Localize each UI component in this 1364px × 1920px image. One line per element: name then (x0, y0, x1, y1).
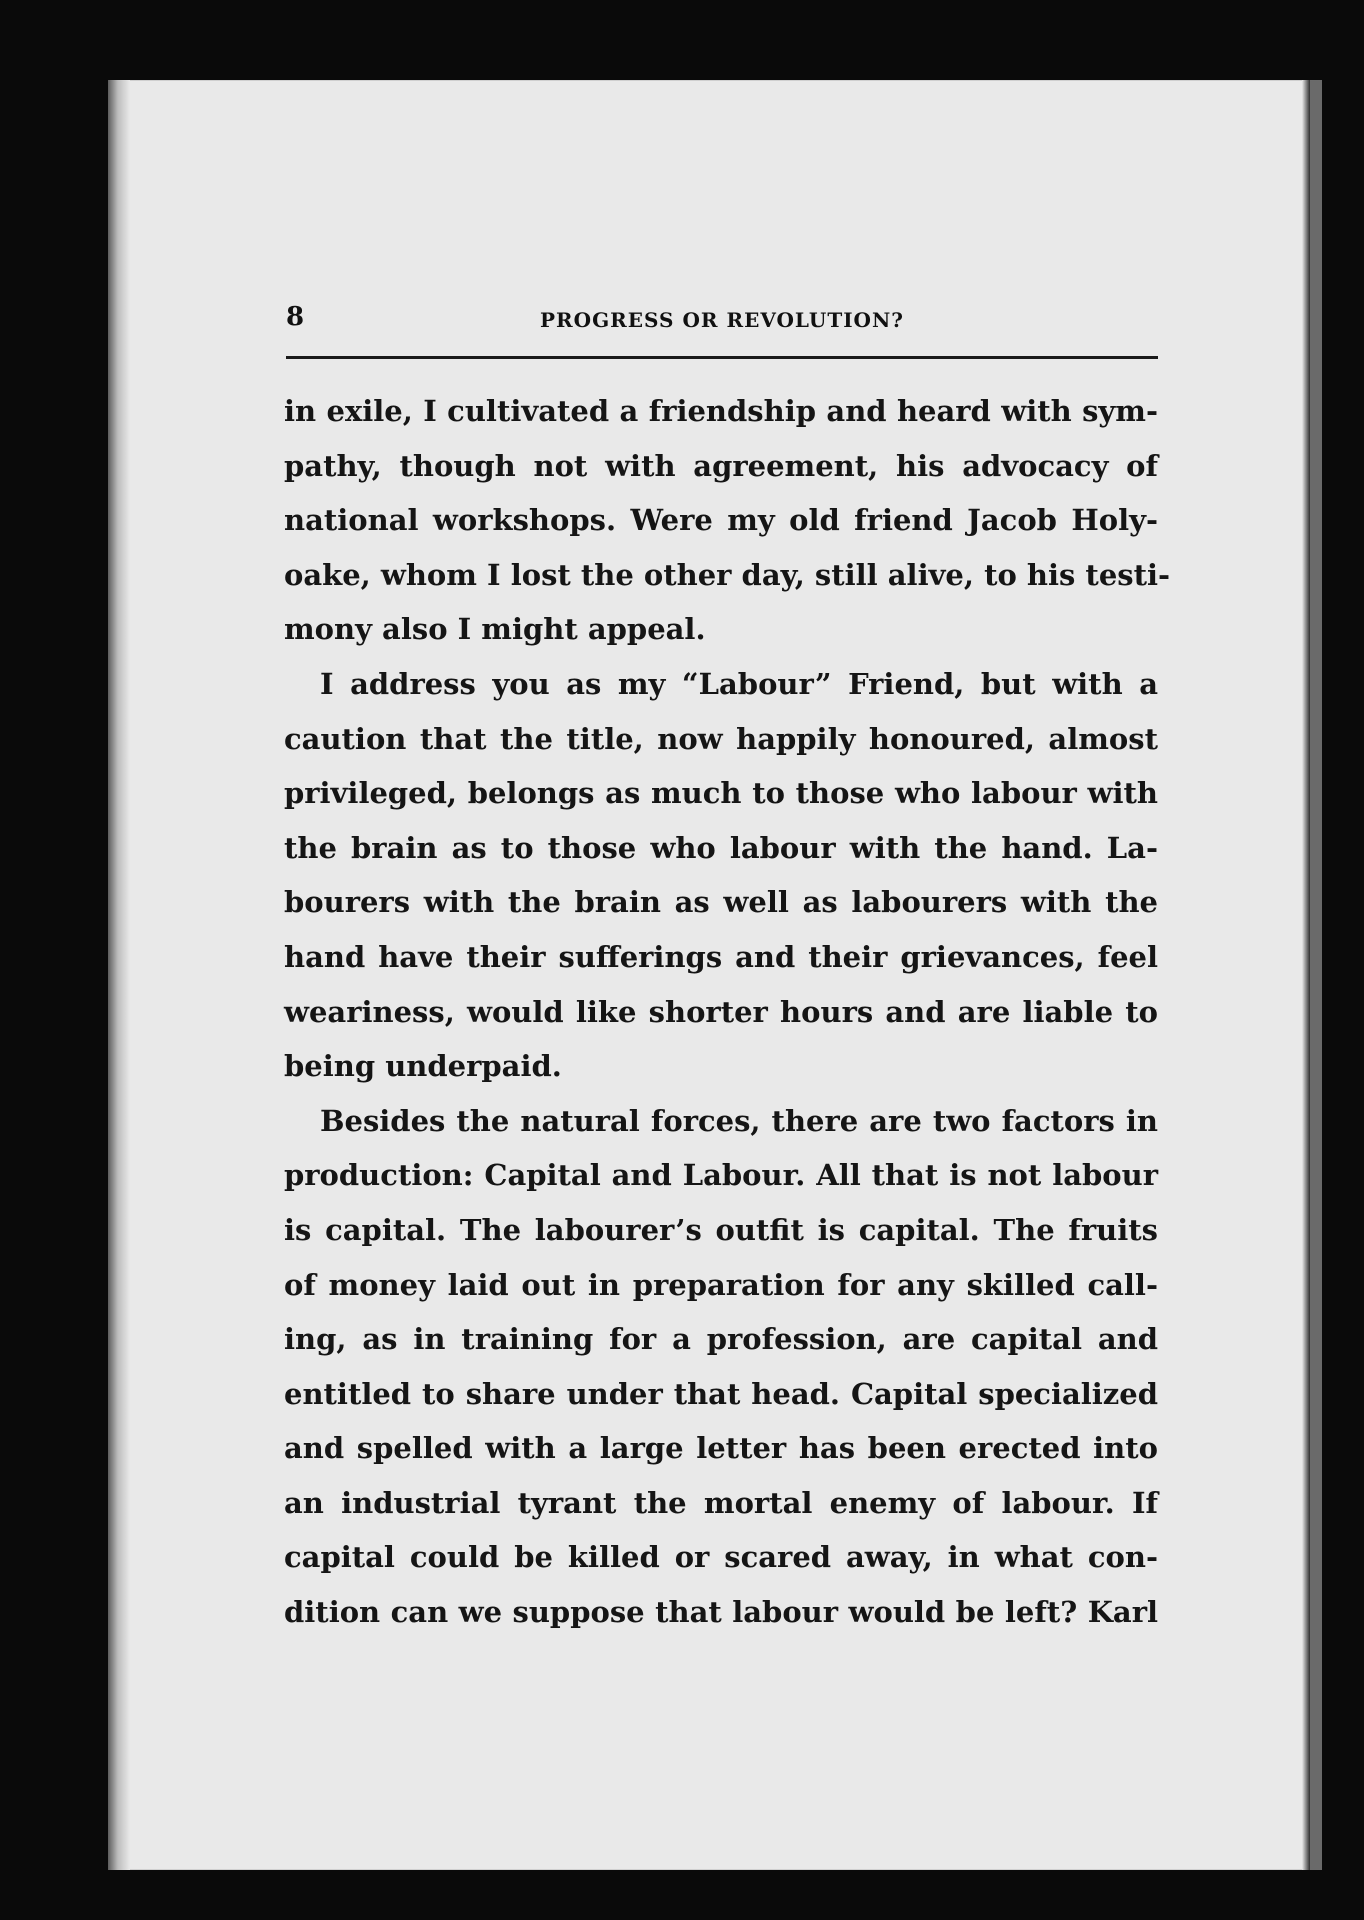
text-line: is capital. The labourer’s outfit is capital. The fruits (284, 1212, 1158, 1247)
text-line: in exile, I cultivated a friendship and heard with sym- (284, 394, 1158, 428)
body-text (284, 384, 1171, 1640)
text-line: mony also I might appeal. (284, 612, 706, 647)
page-number: 8 (286, 302, 305, 332)
text-line: I address you as my “Labour” Friend, but with a (320, 666, 1158, 701)
text-line: weariness, would like shorter hours and are liable to (284, 994, 1158, 1029)
text-line: an industrial tyrant the mortal enemy of labour. If (284, 1485, 1158, 1520)
text-line: oake, whom I lost the other day, still alive, to his testi- (284, 557, 1171, 592)
text-line: national workshops. Were my old friend Jacob Holy- (284, 503, 1158, 538)
page-header (286, 302, 1158, 342)
text-line: pathy, though not with agreement, his advocacy of (284, 448, 1158, 483)
text-line: ing, as in training for a profession, are capital and (284, 1322, 1158, 1357)
text-line: Besides the natural forces, there are two factors in (320, 1103, 1158, 1138)
header-rule (286, 356, 1158, 359)
text-line: bourers with the brain as well as labourers with the (284, 885, 1158, 920)
text-line: dition can we suppose that labour would be left? Karl (284, 1595, 1158, 1630)
running-title: PROGRESS OR REVOLUTION? (540, 308, 904, 332)
text-line: production: Capital and Labour. All that is not labour (284, 1158, 1158, 1193)
page-gutter-shadow (108, 80, 130, 1870)
text-line: caution that the title, now happily honoured, almost (284, 721, 1158, 756)
text-line: the brain as to those who labour with the hand. La- (284, 830, 1158, 865)
text-line: entitled to share under that head. Capital specialized (284, 1376, 1158, 1411)
text-line: and spelled with a large letter has been erected into (284, 1431, 1158, 1466)
text-line: of money laid out in preparation for any skilled call- (284, 1267, 1158, 1302)
next-page-edge (1310, 80, 1322, 1870)
text-line: privileged, belongs as much to those who labour with (284, 776, 1158, 811)
next-page-shadow (1302, 80, 1310, 1870)
text-line: hand have their sufferings and their grievances, feel (284, 939, 1158, 974)
text-line: being underpaid. (284, 1049, 562, 1084)
text-line: capital could be killed or scared away, in what con- (284, 1540, 1158, 1575)
